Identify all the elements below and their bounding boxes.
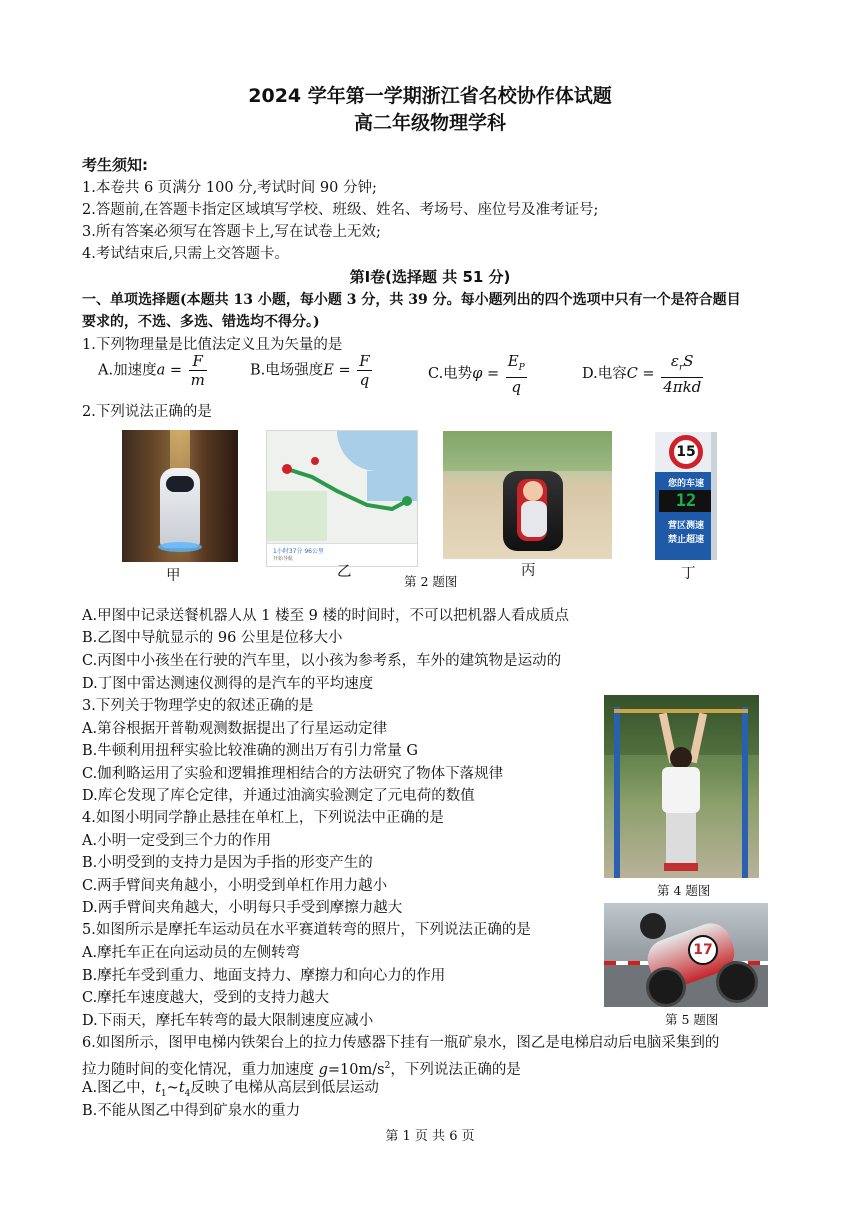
poi-pin-icon: [311, 457, 319, 465]
start-pin-icon: [282, 464, 292, 474]
q4-option-d: D.两手臂间夹角越大，小明每只手受到摩擦力越大: [82, 900, 403, 916]
horizontal-bar: [614, 709, 748, 713]
q5-stem: 5.如图所示是摩托车运动员在水平赛道转弯的照片，下列说法正确的是: [82, 922, 531, 938]
g-exponent: 2: [384, 1061, 391, 1071]
q2-image-car-seat: [443, 431, 612, 559]
numerator-subscript: r: [678, 363, 684, 373]
q1-option-d: [582, 352, 705, 396]
paper-subtitle: 高二年级物理学科: [353, 112, 506, 134]
q4-option-c: C.两手臂间夹角越小，小明受到单杠作用力越小: [82, 878, 388, 894]
q2-image-robot: [122, 430, 238, 562]
q2-image-map: [266, 430, 418, 567]
notice-item: 3.所有答案必须写在答题卡上,写在试卷上无效;: [82, 224, 381, 240]
t1-symbol: t: [155, 1080, 161, 1096]
q5-option-d: D.下雨天，摩托车转弯的最大限制速度应减小: [82, 1013, 374, 1029]
q2-figure-caption: 第 2 题图: [404, 574, 458, 589]
formula-lhs: φ =: [472, 366, 500, 382]
q2-label-yi: 乙: [337, 564, 352, 580]
numerator: F: [189, 352, 207, 371]
q3-option-a: A.第谷根据开普勒观测数据提出了行星运动定律: [82, 721, 388, 737]
option-text: 反映了电梯从高层到低层运动: [190, 1080, 379, 1096]
q1-stem: 1.下列物理量是比值法定义且为矢量的是: [82, 337, 343, 353]
option-label: A.加速度: [98, 362, 157, 379]
stem-text: 拉力随时间的变化情况，重力加速度: [82, 1061, 319, 1078]
boy-shoes: [664, 863, 698, 871]
child-head: [523, 481, 543, 501]
section-instruction-line2: 要求的，不选、多选、错选均不得分。): [82, 314, 320, 330]
denominator: q: [511, 378, 522, 396]
boy-shirt: [662, 767, 700, 813]
q4-option-a: A.小明一定受到三个力的作用: [82, 833, 272, 849]
q3-option-d: D.库仑发现了库仑定律，并通过油滴实验测定了元电荷的数值: [82, 788, 475, 804]
fraction: [661, 352, 703, 396]
q3-option-c: C.伽利略运用了实验和逻辑推理相结合的方法研究了物体下落规律: [82, 766, 504, 782]
sign-no-speeding: 禁止超速: [667, 535, 704, 545]
map-route: [267, 431, 417, 551]
q4-option-b: B.小明受到的支持力是因为手指的形变产生的: [82, 855, 373, 871]
formula-lhs: E =: [323, 362, 351, 379]
q2-stem: 2.下列说法正确的是: [82, 404, 212, 420]
q2-label-jia: 甲: [166, 568, 181, 584]
bar-post-right: [742, 707, 748, 878]
map-start-nav: 开始导航: [273, 556, 294, 562]
front-wheel: [646, 967, 686, 1007]
q2-image-speed-sign: [655, 432, 717, 560]
child-body: [521, 501, 547, 537]
q1-option-b: [250, 352, 374, 389]
window-scenery: [443, 431, 612, 471]
speed-limit-sign: 15: [669, 435, 703, 469]
q5-option-c: C.摩托车速度越大，受到的支持力越大: [82, 990, 330, 1006]
fraction: [189, 352, 207, 389]
q3-option-b: B.牛顿利用扭秤实验比较准确的测出万有引力常量 G: [82, 743, 418, 759]
q1-option-c: [428, 352, 529, 396]
range-tilde: ~: [166, 1080, 179, 1096]
numerator-subscript: P: [518, 363, 525, 373]
q5-figure-caption: 第 5 题图: [665, 1012, 719, 1027]
option-label: B.电场强度: [250, 362, 324, 379]
q4-stem: 4.如图小明同学静止悬挂在单杠上，下列说法中正确的是: [82, 810, 444, 826]
q2-label-ding: 丁: [681, 566, 696, 582]
formula-lhs: C =: [626, 366, 655, 382]
t1-subscript: 1: [160, 1088, 167, 1099]
boy-head: [670, 747, 692, 769]
g-symbol: g: [318, 1061, 328, 1078]
sign-zone: 营区测速: [667, 521, 704, 531]
race-number: 17: [688, 935, 718, 965]
q6-stem-line2: [82, 1056, 521, 1080]
q5-option-b: B.摩托车受到重力、地面支持力、摩擦力和向心力的作用: [82, 968, 446, 984]
denominator: 4πkd: [663, 378, 702, 396]
fraction: [506, 352, 527, 396]
notice-item: 1.本卷共 6 页满分 100 分,考试时间 90 分钟;: [82, 180, 377, 196]
numerator: F: [359, 352, 370, 370]
fraction: [357, 352, 371, 389]
notice-heading: 考生须知:: [82, 156, 148, 174]
paper-title: 2024 学年第一学期浙江省名校协作体试题: [248, 85, 612, 107]
numerator: [661, 352, 703, 378]
q2-label-bing: 丙: [521, 563, 536, 579]
route-line: [287, 469, 407, 509]
section-instruction-line1: 一、单项选择题(本题共 13 小题，每小题 3 分，共 39 分。每小题列出的四个选项中只有一个是符合题目: [82, 292, 741, 308]
part-heading: 第Ⅰ卷(选择题 共 51 分): [349, 268, 511, 286]
t4-subscript: 4: [184, 1088, 191, 1099]
q6-stem-line1: 6.如图所示，图甲电梯内铁架台上的拉力传感器下挂有一瓶矿泉水，图乙是电梯启动后电脑采集到的: [82, 1035, 720, 1051]
q3-stem: 3.下列关于物理学史的叙述正确的是: [82, 698, 314, 714]
bar-post-left: [614, 707, 620, 878]
robot-face-screen: [166, 476, 194, 492]
q4-image-pull-up-bar: [604, 695, 759, 878]
numerator-tail: S: [683, 352, 694, 370]
numerator-symbol: ε: [670, 352, 679, 370]
denominator: m: [190, 371, 205, 389]
sign-your-speed: 您的车速: [667, 479, 704, 489]
q2-option-b: B.乙图中导航显示的 96 公里是位移大小: [82, 630, 343, 646]
sign-speed-display: 12: [659, 490, 713, 512]
end-pin-icon: [402, 496, 412, 506]
option-text: A.图乙中，: [82, 1080, 156, 1096]
numerator-symbol: E: [507, 352, 519, 370]
formula-lhs: a =: [156, 362, 182, 379]
stem-text: ，下列说法正确的是: [390, 1061, 521, 1078]
numerator: [506, 352, 527, 378]
q1-option-a: [98, 352, 209, 389]
sign-pole: [711, 432, 717, 560]
trees-background: [604, 695, 759, 755]
q5-option-a: A.摩托车正在向运动员的左侧转弯: [82, 945, 301, 961]
rear-wheel: [716, 961, 758, 1003]
page-footer: 第 1 页 共 6 页: [385, 1129, 475, 1144]
robot-glow: [158, 542, 202, 552]
denominator: q: [359, 371, 370, 389]
map-duration-distance: 1小时37分 96公里: [273, 548, 324, 555]
q4-figure-caption: 第 4 题图: [657, 883, 711, 898]
t4-symbol: t: [178, 1080, 185, 1096]
q5-image-motorcycle: [604, 903, 768, 1007]
q6-option-a: [82, 1078, 379, 1104]
g-value: =10m/s: [327, 1061, 385, 1078]
q2-option-a: A.甲图中记录送餐机器人从 1 楼至 9 楼的时间时，不可以把机器人看成质点: [82, 608, 569, 624]
q2-option-c: C.丙图中小孩坐在行驶的汽车里，以小孩为参考系，车外的建筑物是运动的: [82, 653, 562, 669]
q6-option-b: B.不能从图乙中得到矿泉水的重力: [82, 1103, 301, 1119]
rider-helmet: [640, 913, 666, 939]
option-label: D.电容: [582, 366, 627, 382]
option-label: C.电势: [428, 366, 473, 382]
boy-pants: [666, 813, 696, 865]
q2-option-d: D.丁图中雷达测速仪测得的是汽车的平均速度: [82, 676, 374, 692]
notice-item: 2.答题前,在答题卡指定区域填写学校、班级、姓名、考场号、座位号及准考证号;: [82, 202, 599, 218]
notice-item: 4.考试结束后,只需上交答题卡。: [82, 246, 289, 262]
